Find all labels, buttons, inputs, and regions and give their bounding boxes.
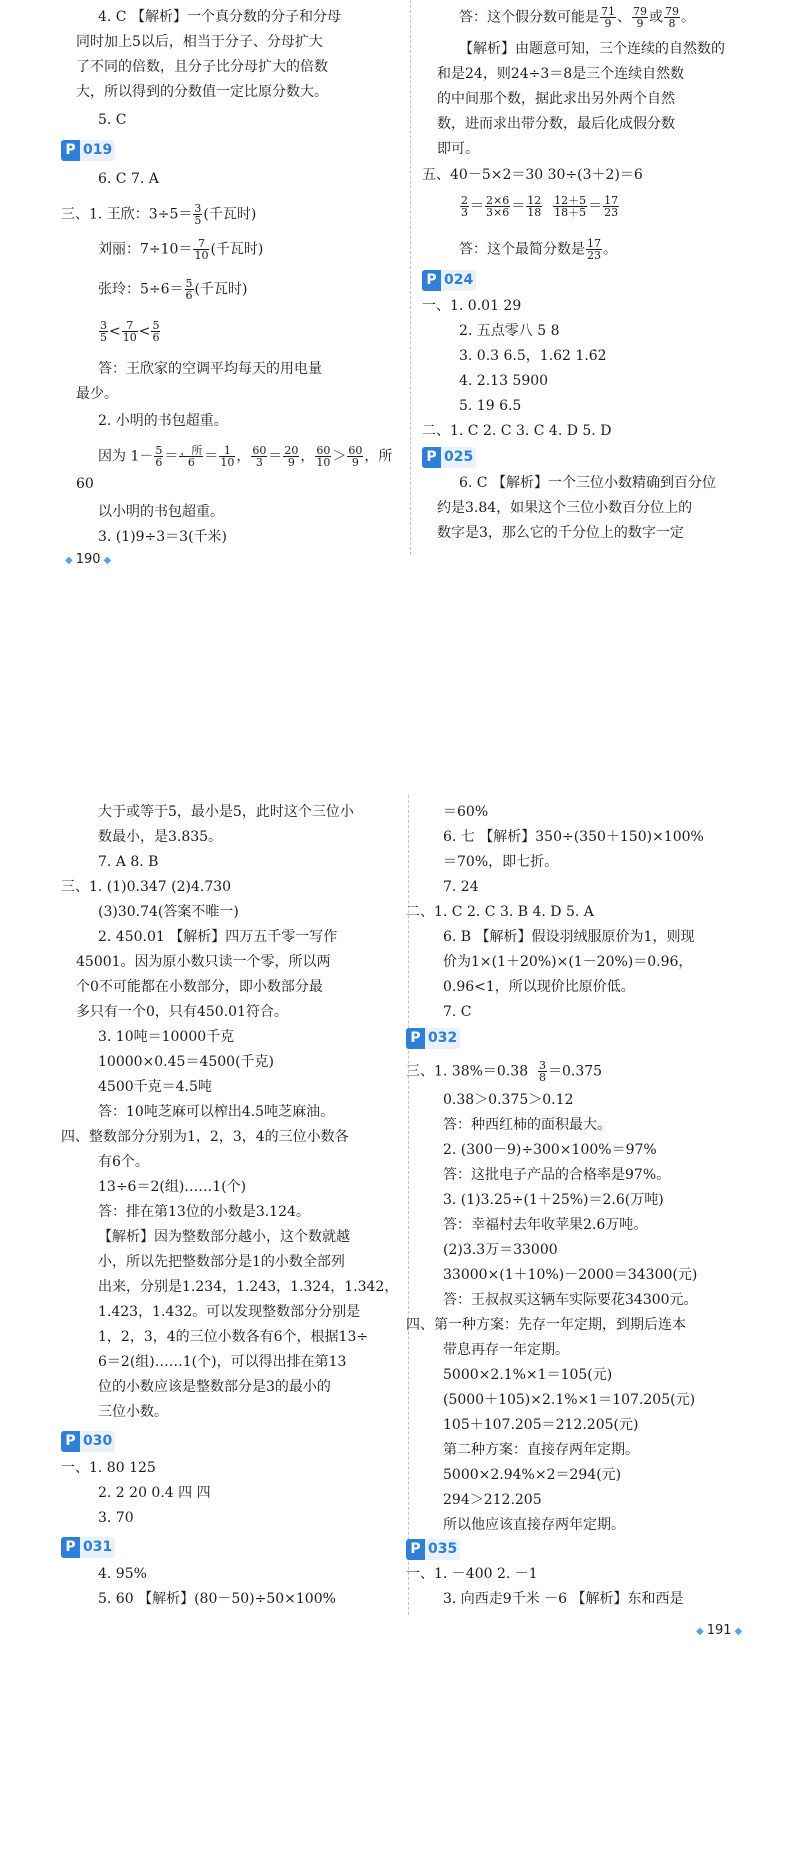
text-line: 三、1. 王欣：3÷5＝ $\frac{3}{5}$ (千瓦时) — [61, 202, 257, 227]
text-line: 刘丽：7÷10＝ $\frac{7}{10}$ (千瓦时) — [98, 237, 264, 262]
text-line: 答：排在第13位的小数是3.124。 — [98, 1204, 310, 1220]
text-line: 5000×2.94%×2＝294(元) — [443, 1467, 622, 1483]
text-line: 6＝2(组)……1(个)，可以得出排在第13 — [98, 1354, 347, 1370]
text-line: 6. C 7. A — [98, 171, 159, 187]
text-line: 数，进而求出带分数，最后化成假分数 — [437, 116, 675, 132]
text-line: 3. 70 — [98, 1510, 134, 1526]
text-line: 2. (300－9)÷300×100%＝97% — [443, 1142, 657, 1158]
page-ref-badge: P 024 — [422, 270, 476, 291]
text-line: 3. 10吨＝10000千克 — [98, 1029, 235, 1045]
text-line: 最少。 — [76, 386, 118, 402]
text-line: ＝70%，即七折。 — [443, 854, 559, 870]
text-line: 大，所以得到的分数值一定比原分数大。 — [76, 84, 328, 100]
text-line: 3. 0.3 6.5，1.62 1.6̇2̇ — [459, 348, 607, 364]
page-ref-badge: P 031 — [61, 1537, 115, 1558]
p-icon: P — [422, 270, 441, 291]
text-line: 6. B 【解析】假设羽绒服原价为1，则现 — [443, 929, 695, 945]
text-line: 数最小，是3.835。 — [98, 829, 223, 845]
text-line: 5. C — [98, 112, 127, 128]
p-icon: P — [406, 1028, 425, 1049]
text-line: 【解析】因为整数部分越小，这个数就越 — [98, 1229, 350, 1245]
text-line: 一、1. －400 2. －1 — [406, 1566, 538, 1582]
text-line: 因为 1－ $\frac{5}{6}$ ＝ $\frac{\text{，所}}{6}$ ＝ $\frac{1}{10}$ ， $\frac{60}{3}$ ＝ $\frac{20}{9}$ ， $\frac{60}{10}$ ＞ $\frac{60}{9}$ ，所 — [98, 444, 393, 469]
text-line: 2. 五点零八 5 8 — [459, 323, 560, 339]
text-line: 张玲：5÷6＝ $\frac{5}{6}$ (千瓦时) — [98, 277, 248, 302]
text-line: 带息再存一年定期。 — [443, 1342, 569, 1358]
text-line: 四、第一种方案：先存一年定期，到期后连本 — [406, 1317, 686, 1333]
text-line: 出来，分别是1.234，1.243，1.324，1.342， — [98, 1279, 399, 1295]
text-line: 6. 七 【解析】350÷(350＋150)×100% — [443, 829, 704, 845]
text-line: 的中间那个数，据此求出另外两个自然 — [437, 91, 675, 107]
text-line: 答：种西红柿的面积最大。 — [443, 1117, 611, 1133]
fraction: $\frac{5}{6}$ — [185, 277, 193, 302]
text-line: 有6个。 — [98, 1154, 149, 1170]
text-line: 第二种方案：直接存两年定期。 — [443, 1442, 639, 1458]
text-line: 4. 2.13 5900 — [459, 373, 549, 389]
p-icon: P — [61, 140, 80, 161]
text-line: 多只有一个0，只有450.01符合。 — [76, 1004, 288, 1020]
text-line: 和是24，则24÷3＝8是三个连续自然数 — [437, 66, 685, 82]
text-line: 45001。因为原小数只读一个零，所以两 — [76, 954, 331, 970]
text-line: 三、1. (1)0.347 (2)4.730 — [61, 879, 232, 895]
text-line: 所以他应该直接存两年定期。 — [443, 1517, 625, 1533]
text-line: 【解析】由题意可知，三个连续的自然数的 — [459, 41, 725, 57]
text-line: 三位小数。 — [98, 1404, 168, 1420]
text-line: 三、1. 38%＝0.38 $\frac{3}{8}$ ＝0.375 — [406, 1059, 603, 1084]
text-line: 同时加上5以后，相当于分子、分母扩大 — [76, 34, 323, 50]
text-line: 7. 24 — [443, 879, 479, 895]
text-line: 3. 向西走9千米 －6 【解析】东和西是 — [443, 1591, 684, 1607]
text-line: 4. C 【解析】一个真分数的分子和分母 — [98, 9, 341, 25]
text-line: 1.423，1.432。可以发现整数部分分别是 — [98, 1304, 361, 1320]
text-line: 答：这批电子产品的合格率是97%。 — [443, 1167, 671, 1183]
text-line: 答：10吨芝麻可以榨出4.5吨芝麻油。 — [98, 1104, 335, 1120]
text-line: ＝60% — [443, 804, 489, 820]
text-line: 大于或等于5，最小是5，此时这个三位小 — [98, 804, 354, 820]
text-line: 一、1. 80 125 — [61, 1460, 156, 1476]
text-line: 2. 小明的书包超重。 — [98, 413, 228, 429]
text-line: 个0不可能都在小数部分，即小数部分最 — [76, 979, 323, 995]
text-line: 4. 95% — [98, 1566, 147, 1582]
fraction: $\frac{3}{5}$ — [194, 202, 202, 227]
page-190 — [0, 0, 790, 690]
p-icon: P — [422, 447, 441, 468]
page-191 — [0, 795, 790, 1849]
text-line: $\frac{2}{3}$ ＝ $\frac{2\times 6}{3\times 6}$ ＝ $\frac{12}{18}$ $\frac{12+5}{18+5}$ ＝ $\frac{17}{23}$ — [461, 194, 619, 219]
text-line: 60 — [76, 476, 94, 492]
text-line: 10000×0.45＝4500(千克) — [98, 1054, 274, 1070]
text-line: (3)30.74(答案不唯一) — [98, 904, 239, 920]
text-line: 7. A 8. B — [98, 854, 159, 870]
text-line: 1，2，3，4的三位小数各有6个，根据13÷ — [98, 1329, 369, 1345]
text-line: 答：这个假分数可能是 $\frac{71}{9}$ 、 $\frac{79}{9}$ 或 $\frac{79}{8}$ 。 — [459, 5, 695, 30]
text-line: (5000＋105)×2.1%×1＝107.205(元) — [443, 1392, 696, 1408]
p-icon: P — [61, 1431, 80, 1452]
text-line: 答：王叔叔买这辆车实际要花34300元。 — [443, 1292, 698, 1308]
page-ref-badge: P 035 — [406, 1539, 460, 1560]
text-line: 答：王欣家的空调平均每天的用电量 — [98, 361, 322, 377]
text-line: 0.96<1，所以现价比原价低。 — [443, 979, 635, 995]
text-line: 0.38＞0.375＞0.12 — [443, 1092, 574, 1108]
text-line: 3. (1)3.25÷(1＋25%)＝2.6(万吨) — [443, 1192, 664, 1208]
text-line: 以小明的书包超重。 — [98, 504, 224, 520]
text-line: 5000×2.1%×1＝105(元) — [443, 1367, 613, 1383]
text-line: 33000×(1＋10%)－2000＝34300(元) — [443, 1267, 698, 1283]
text-line: 位的小数应该是整数部分是3的最小的 — [98, 1379, 331, 1395]
text-line: 2. 450.01 【解析】四万五千零一写作 — [98, 929, 338, 945]
text-line: 即可。 — [437, 141, 479, 157]
text-line: 答：幸福村去年收苹果2.6万吨。 — [443, 1217, 648, 1233]
fraction: $\frac{7}{10}$ — [194, 237, 209, 262]
page-ref-badge: P 019 — [61, 140, 115, 161]
text-line: 5. 60 【解析】(80－50)÷50×100% — [98, 1591, 336, 1607]
text-line: 二、1. C 2. C 3. C 4. D 5. D — [422, 423, 612, 439]
page-ref-badge: P 025 — [422, 447, 476, 468]
page-number: ◆ 190 ◆ — [65, 552, 112, 567]
text-line: 四、整数部分分别为1，2，3，4的三位小数各 — [61, 1129, 349, 1145]
p-icon: P — [406, 1539, 425, 1560]
text-line: 5. 19 6.5 — [459, 398, 522, 414]
text-line: 4500千克＝4.5吨 — [98, 1079, 212, 1095]
text-line: 数字是3，那么它的千分位上的数字一定 — [437, 525, 684, 541]
text-line: 一、1. 0.01 29 — [422, 298, 522, 314]
text-line: 294＞212.205 — [443, 1492, 542, 1508]
page-ref-badge: P 030 — [61, 1431, 115, 1452]
text-line: 了不同的倍数，且分子比分母扩大的倍数 — [76, 59, 328, 75]
text-line: 2. 2 20 0.4 四 四 — [98, 1485, 211, 1501]
text-line: 约是3.84，如果这个三位小数百分位上的 — [437, 500, 693, 516]
text-line: 6. C 【解析】一个三位小数精确到百分位 — [459, 475, 716, 491]
text-line: $\frac{3}{5}$ < $\frac{7}{10}$ < $\frac{5}{6}$ — [100, 319, 160, 344]
text-line: (2)3.3万＝33000 — [443, 1242, 558, 1258]
p-icon: P — [61, 1537, 80, 1558]
page-ref-badge: P 032 — [406, 1028, 460, 1049]
text-line: 7. C — [443, 1004, 472, 1020]
text-line: 3. (1)9÷3＝3(千米) — [98, 529, 228, 545]
text-line: 105＋107.205＝212.205(元) — [443, 1417, 639, 1433]
text-line: 13÷6＝2(组)……1(个) — [98, 1179, 247, 1195]
text-line: 五、40－5×2＝30 30÷(3＋2)＝6 — [422, 167, 643, 183]
page-number: ◆ 191 ◆ — [696, 1623, 743, 1638]
text-line: 价为1×(1＋20%)×(1－20%)＝0.96， — [443, 954, 693, 970]
text-line: 小，所以先把整数部分是1的小数全部列 — [98, 1254, 345, 1270]
column-divider — [410, 0, 411, 555]
text-line: 答：这个最简分数是 $\frac{17}{23}$ 。 — [459, 237, 617, 262]
text-line: 二、1. C 2. C 3. B 4. D 5. A — [406, 904, 594, 920]
